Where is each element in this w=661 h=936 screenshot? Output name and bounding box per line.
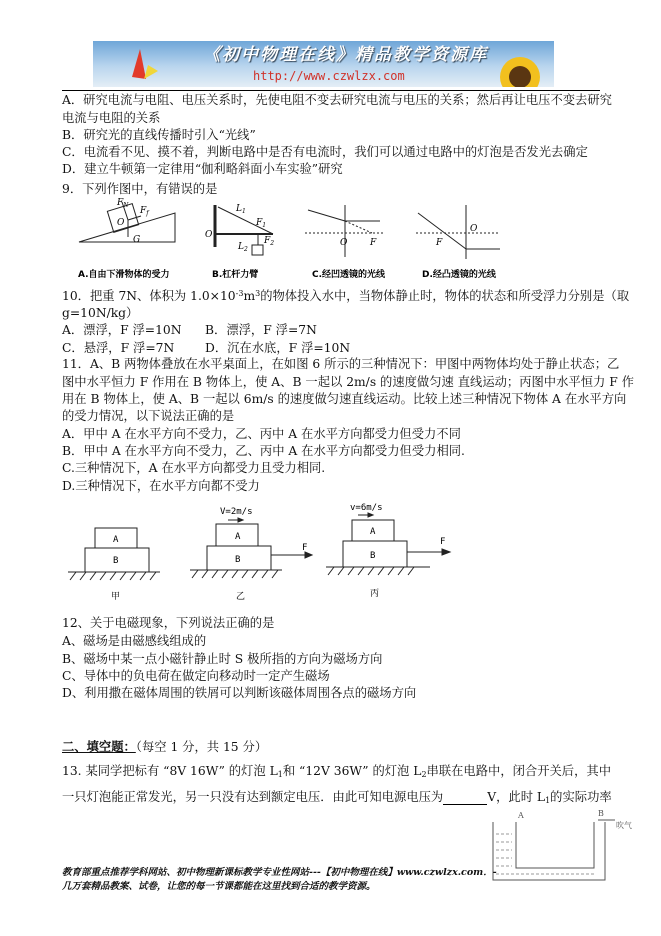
q11-stem-2: 图中水平恒力 F 作用在 B 物体上，使 A、B 一起以 2m/s 的速度做匀速 直线运动；丙图中水平恒力 F 作 <box>62 375 634 389</box>
caption-c: C.经凹透镜的光线 <box>312 270 386 280</box>
q12-option-a: A、磁场是由磁感线组成的 <box>62 634 207 648</box>
block-a-jia: A <box>113 535 119 545</box>
q8-option-a-cont: 电流与电阻的关系 <box>62 111 161 125</box>
q10-option-b: B．漂浮，F 浮=7N <box>205 323 317 337</box>
label-b: B <box>598 809 604 818</box>
q10-option-d: D．沉在水底，F 浮=10N <box>205 341 351 355</box>
caption-a: A.自由下滑物体的受力 <box>78 270 170 280</box>
footer-line-1: 教育部重点推荐学科网站、初中物理新课标教学专业性网站---【初中物理在线】www.czwlzx.com．- <box>62 867 497 878</box>
q11-figure <box>0 490 661 610</box>
figure-c-concave-lens <box>305 205 385 257</box>
q11-stem-1: 11．A、B 两物体叠放在水平桌面上，在如图 6 所示的三种情况下：甲图中两物体均处于静止状态；乙 <box>62 357 620 371</box>
banner-url: http://www.czwlzx.com <box>253 69 405 83</box>
q9-stem: 9．下列作图中，有错误的是 <box>62 182 218 196</box>
label-bing: 丙 <box>370 589 380 599</box>
block-b-bing: B <box>370 551 376 561</box>
header-banner <box>93 41 554 87</box>
answer-blank[interactable] <box>443 792 487 805</box>
label-ff: $F_f$ <box>140 206 149 217</box>
label-o-c: O <box>340 238 348 248</box>
q11-option-d: D.三种情况下，在水平方向都不受力 <box>62 479 260 493</box>
force-f-bing: F <box>440 537 446 547</box>
label-o-b: O <box>205 230 213 240</box>
q12-stem: 12、关于电磁现象，下列说法正确的是 <box>62 616 275 630</box>
banner-title: 《初中物理在线》精品教学资源库 <box>203 45 488 65</box>
label-o-d: O <box>470 224 478 234</box>
connected-vessel-figure <box>490 808 660 888</box>
q10-option-a: A．漂浮，F 浮=10N <box>62 323 182 337</box>
q10-option-c: C．悬浮，F 浮=7N <box>62 341 175 355</box>
label-o: O <box>117 218 125 228</box>
q13-line-1: 13. 某同学把标有 “8V 16W” 的灯泡 $L_1$和 “12V 36W” 的灯泡 $L_2$串联在电路中，闭合开关后，其中 <box>62 764 611 779</box>
block-a-yi: A <box>235 532 241 542</box>
logo-icon <box>118 41 178 87</box>
section-heading: 二、填空题：（每空 1 分，共 15 分） <box>62 739 268 754</box>
label-f-d: F <box>436 238 443 248</box>
caption-d: D.经凸透镜的光线 <box>422 270 496 280</box>
label-f-c: F <box>370 238 377 248</box>
q8-option-b: B．研究光的直线传播时引入“光线” <box>62 128 256 142</box>
label-l2: $L_2$ <box>238 242 248 253</box>
q10-stem-cont: g=10N/kg） <box>62 306 139 320</box>
label-jia: 甲 <box>111 592 121 602</box>
q8-option-c: C．电流看不见、摸不着，判断电路中是否有电流时，我们可以通过电路中的灯泡是否发光去确定 <box>62 145 588 159</box>
q9-figures <box>0 197 661 287</box>
q11-stem-3: 用在 B 物体上，使 A、B 一起以 6m/s 的速度做匀速直线运动。比较上述三种情况下物体 A 在水平方向 <box>62 392 627 406</box>
q11-stem-4: 的受力情况，以下说法正确的是 <box>62 409 235 423</box>
case-bing <box>326 513 450 575</box>
case-yi <box>190 518 312 578</box>
label-g: G <box>133 235 141 245</box>
block-a-bing: A <box>370 527 376 537</box>
label-f2: $F_2$ <box>264 236 275 247</box>
header-rule <box>62 90 600 91</box>
label-blow: 吹气 <box>616 821 632 830</box>
force-f-yi: F <box>302 543 308 553</box>
q11-option-c: C.三种情况下，A 在水平方向都受力且受力相同. <box>62 461 326 475</box>
q12-option-d: D、利用撒在磁体周围的铁屑可以判断该磁体周围各点的磁场方向 <box>62 686 417 700</box>
q12-option-c: C、导体中的负电荷在做定向移动时一定产生磁场 <box>62 669 330 683</box>
velocity-6: v=6m/s <box>350 503 383 513</box>
q10-stem: 10．把重 7N、体积为 $1.0\times 10^{-3}m^3$的物体投入水中，当物体静止时，物体的状态和所受浮力分别是（取 <box>62 289 630 303</box>
block-b-jia: B <box>113 556 119 566</box>
q8-option-d: D．建立牛顿第一定律用“伽利略斜面小车实验”研究 <box>62 162 343 176</box>
q11-option-b: B．甲中 A 在水平方向不受力，乙、丙中 A 在水平方向都受力但受力相同. <box>62 444 465 458</box>
label-f1: $F_1$ <box>256 218 267 229</box>
q11-option-a: A．甲中 A 在水平方向不受力，乙、丙中 A 在水平方向都受力但受力不同 <box>62 427 461 441</box>
figure-d-convex-lens <box>416 205 500 259</box>
label-fn: $F_N$ <box>117 198 129 209</box>
caption-b: B.杠杆力臂 <box>212 270 259 280</box>
velocity-2: V=2m/s <box>220 507 253 517</box>
q13-line-2: 一只灯泡能正常发光，另一只没有达到额定电压．由此可知电源电压为 V，此时 $L_1$的实际功率 <box>62 790 612 805</box>
q8-option-a: A．研究电流与电阻、电压关系时，先使电阻不变去研究电流与电压的关系；然后再让电压不变去研究 <box>62 93 612 107</box>
label-l1: $L_1$ <box>236 204 246 215</box>
label-yi: 乙 <box>236 592 246 602</box>
sunflower-icon <box>488 41 548 87</box>
footer-line-2: 几万套精品教案、试卷，让您的每一节课都能在这里找到合适的教学资源。 <box>62 881 376 892</box>
q12-option-b: B、磁场中某一点小磁针静止时 S 极所指的方向为磁场方向 <box>62 652 383 666</box>
label-a: A <box>518 811 524 820</box>
block-b-yi: B <box>235 555 241 565</box>
